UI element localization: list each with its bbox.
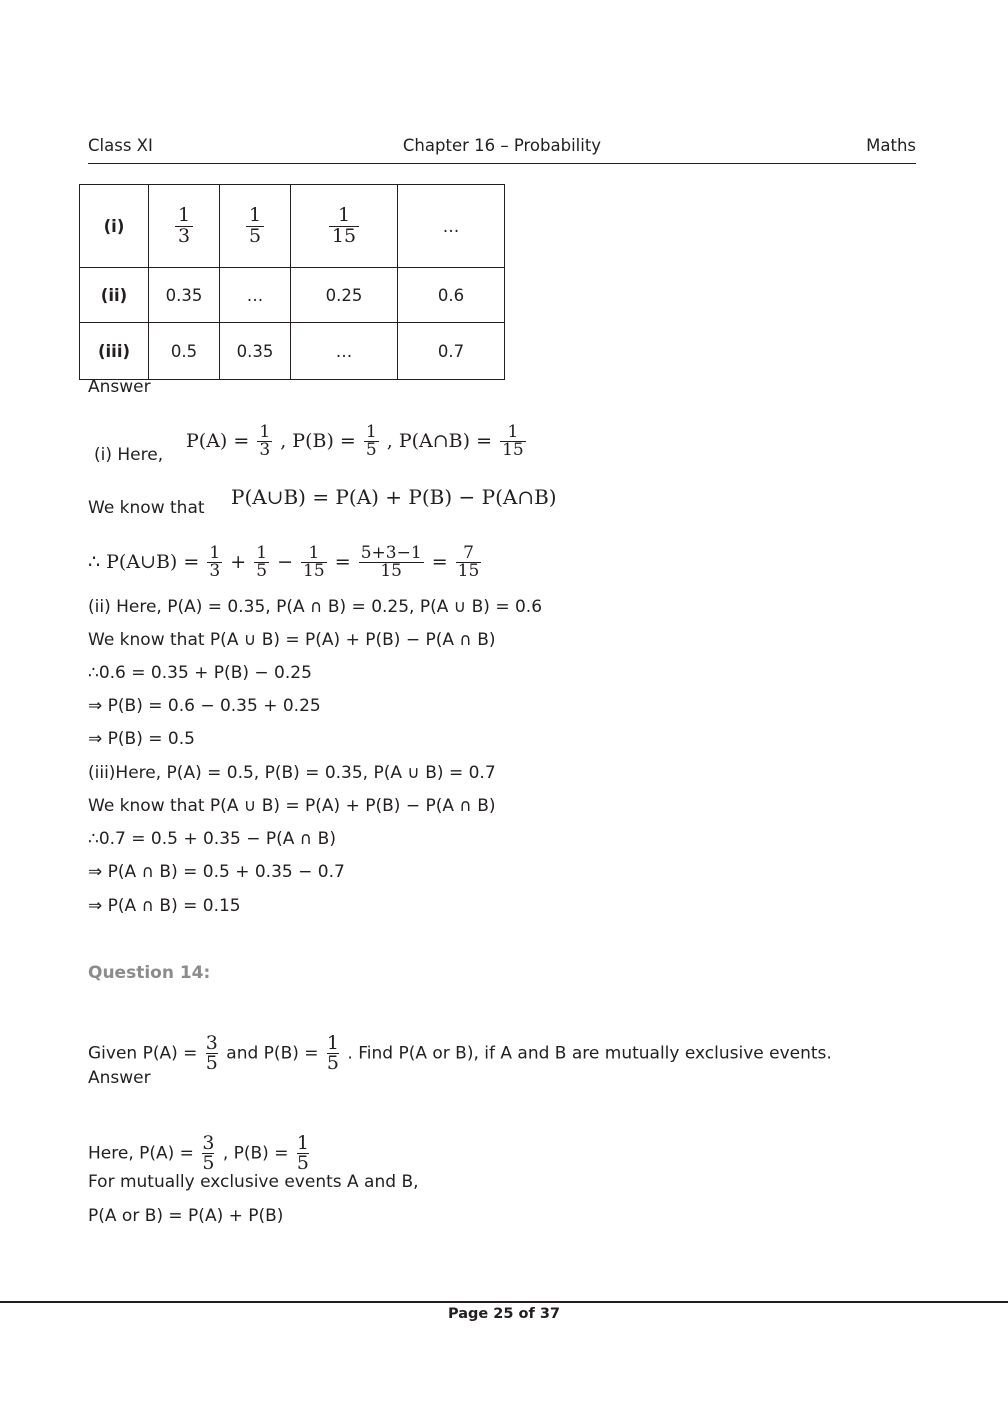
solution-ii-line-5: ⇒ P(B) = 0.5 [88,729,195,749]
probability-table [79,184,505,380]
row-label: (iii) [80,323,149,380]
cell-pa: 0.5 [149,323,220,380]
solution-ii-line-1: (ii) Here, P(A) = 0.35, P(A ∩ B) = 0.25, P(A ∪ B) = 0.6 [88,597,543,617]
fraction-one-fifth: $\frac{1}{5}$ [256,543,268,582]
fraction-one-fifteenth: $\frac{1}{15}$ [329,206,359,247]
cell-pa [149,185,220,268]
answer-label: Answer [88,377,151,397]
question-14-statement: Given P(A) = $\frac{3}{5}$ and P(B) = $\frac{1}{5}$ . Find P(A or B), if A and B are mutually exclusive events. [88,1032,832,1074]
fraction-seven-fifteenths: $\frac{7}{15}$ [457,543,480,582]
cell-p-a-or-b: 0.6 [398,268,505,323]
solution-iii-line-4: ⇒ P(A ∩ B) = 0.5 + 0.35 − 0.7 [88,862,345,882]
table-row [80,268,505,323]
answer-label-2: Answer [88,1068,151,1088]
cell-p-a-and-b: 0.25 [291,268,398,323]
row-label: (ii) [80,268,149,323]
cell-pb [220,185,291,268]
page-header [88,136,916,166]
cell-p-a-or-b: 0.7 [398,323,505,380]
header-class: Class XI [88,136,153,155]
solution-i-result: ∴ P(A∪B) = $\frac{1}{3}$ + $\frac{1}{5}$ − $\frac{1}{15}$ = $\frac{5+3-1}{15}$ = $\frac{7}{15}$ [88,543,480,582]
cell-pb: 0.35 [220,323,291,380]
fraction-one-fifteenth: $\frac{1}{15}$ [502,422,524,461]
footer-divider [0,1301,1008,1303]
fraction-one-fifth: $\frac{1}{5}$ [365,422,377,461]
table-row [80,323,505,380]
solution-iii-line-3: ∴0.7 = 0.5 + 0.35 − P(A ∩ B) [88,829,336,849]
fraction-one-fifteenth: $\frac{1}{15}$ [303,543,325,582]
solution-iii-line-1: (iii)Here, P(A) = 0.5, P(B) = 0.35, P(A ∪ B) = 0.7 [88,763,496,783]
question-14-mutually-exclusive-note: For mutually exclusive events A and B, [88,1172,419,1192]
header-divider [88,163,916,164]
cell-p-a-or-b: … [398,185,505,268]
we-know-that-label: We know that [88,498,205,518]
solution-iii-line-2: We know that P(A ∪ B) = P(A) + P(B) − P(A ∩ B) [88,796,496,816]
solution-ii-line-3: ∴0.6 = 0.35 + P(B) − 0.25 [88,663,312,683]
fraction-one-third: $\frac{1}{3}$ [175,206,193,247]
fraction-one-third: $\frac{1}{3}$ [209,543,221,582]
fraction-sum-over-fifteen: $\frac{5+3-1}{15}$ [360,543,422,582]
question-14-sum-formula: P(A or B) = P(A) + P(B) [88,1206,284,1226]
cell-p-a-and-b [291,185,398,268]
fraction-one-fifth: $\frac{1}{5}$ [246,206,264,247]
solution-i-lead: (i) Here, [94,445,164,465]
page-number: Page 25 of 37 [447,1306,560,1322]
fraction-one-fifth: $\frac{1}{5}$ [326,1032,340,1074]
question-14-heading: Question 14: [88,963,211,983]
solution-ii-line-2: We know that P(A ∪ B) = P(A) + P(B) − P(A ∩ B) [88,630,496,650]
solution-i-given-expression: P(A) = $\frac{1}{3}$ , P(B) = $\frac{1}{5}$ , P(A∩B) = $\frac{1}{15}$ [186,422,524,461]
fraction-one-third: $\frac{1}{3}$ [259,422,271,461]
table-row [80,185,505,268]
fraction-three-fifths: $\frac{3}{5}$ [205,1032,218,1074]
header-chapter: Chapter 16 – Probability [402,136,602,155]
row-label: (i) [80,185,149,268]
cell-pb: … [220,268,291,323]
cell-pa: 0.35 [149,268,220,323]
solution-iii-line-5: ⇒ P(A ∩ B) = 0.15 [88,896,241,916]
question-14-here-line: Here, P(A) = $\frac{3}{5}$ , P(B) = $\frac{1}{5}$ [88,1132,309,1174]
solution-ii-line-4: ⇒ P(B) = 0.6 − 0.35 + 0.25 [88,696,321,716]
fraction-three-fifths: $\frac{3}{5}$ [202,1132,215,1174]
cell-p-a-and-b: … [291,323,398,380]
union-formula: P(A∪B) = P(A) + P(B) − P(A∩B) [231,485,557,509]
header-subject: Maths [866,136,916,155]
fraction-one-fifth: $\frac{1}{5}$ [296,1132,309,1174]
